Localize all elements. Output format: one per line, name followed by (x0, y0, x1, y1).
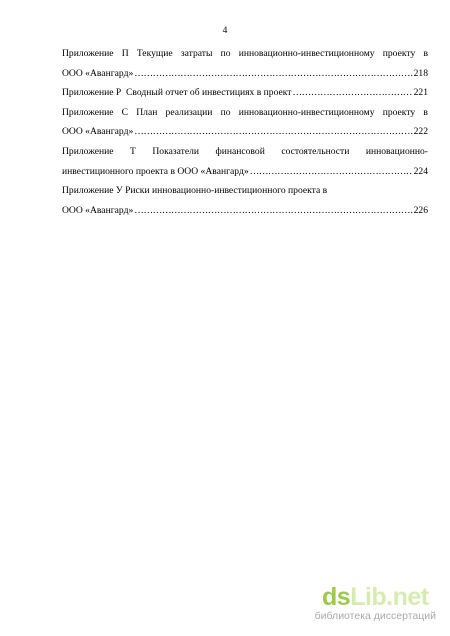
toc-word: Т (129, 145, 136, 157)
toc-entry-p-line1 (62, 44, 428, 64)
toc-word: инновационно- (365, 145, 428, 157)
logo-part-ds: ds (322, 583, 351, 611)
dot-leader (250, 162, 413, 182)
toc-word: С (121, 106, 129, 118)
toc-word: в (423, 106, 428, 118)
dot-leader (134, 64, 412, 84)
toc-word: инновационно-инвестиционному (238, 48, 375, 59)
dot-leader (134, 201, 412, 221)
toc-word: состоятельности (281, 145, 350, 157)
toc-word: затраты (180, 48, 213, 59)
toc-word: Приложение (62, 145, 114, 157)
dot-leader (134, 122, 412, 142)
toc-entry-u-line2[interactable] (62, 201, 428, 221)
toc-page-number: 221 (413, 87, 428, 99)
logo-part-libnet: Lib.net (350, 583, 429, 611)
toc-entry-s-line1 (62, 103, 428, 123)
toc-word: проекту (382, 106, 416, 118)
toc-entry-text: ООО «Авангард» (62, 126, 134, 138)
toc-entry-t-line2[interactable] (62, 162, 428, 182)
toc-word: в (423, 48, 428, 59)
toc-word: П (121, 48, 129, 59)
toc-entry-text: инвестиционного проекта в ООО «Авангард» (62, 165, 249, 177)
toc-entry-p-line2[interactable] (62, 64, 428, 84)
toc-page-number: 226 (413, 204, 428, 216)
toc-word: Приложение (62, 48, 114, 59)
toc-word: Приложение (62, 106, 114, 118)
toc-entry-s-line2[interactable] (62, 122, 428, 142)
toc-word: проекту (382, 48, 416, 59)
page-number: 4 (222, 26, 228, 36)
toc-page-number: 222 (413, 126, 428, 138)
toc-word: Показатели (152, 145, 200, 157)
dslib-logo-wordmark (315, 584, 436, 610)
toc-entry-text: Приложение Р Сводный отчет об инвестициях в проект (62, 87, 292, 99)
dslib-watermark-logo (315, 584, 436, 622)
toc-entry-u-line1: Приложение У Риски инновационно-инвестиционного проекта в (62, 185, 328, 197)
toc-word: финансовой (215, 145, 265, 157)
toc-word: Текущие (136, 48, 173, 59)
toc-page-number: 218 (413, 67, 428, 79)
dot-leader (292, 83, 412, 103)
toc-word: по (220, 48, 231, 59)
toc-word: по (220, 106, 231, 118)
toc-word: реализации (165, 106, 213, 118)
toc-entry-text: ООО «Авангард» (62, 204, 134, 216)
table-of-contents (62, 44, 428, 220)
toc-word: инновационно-инвестиционному (238, 106, 375, 118)
toc-entry-t-line1 (62, 142, 428, 162)
logo-tagline: библиотека диссертаций (314, 610, 436, 622)
toc-entry-r[interactable] (62, 83, 428, 103)
toc-word: План (136, 106, 158, 118)
toc-page-number: 224 (413, 165, 428, 177)
toc-entry-text: ООО «Авангард» (62, 67, 134, 79)
